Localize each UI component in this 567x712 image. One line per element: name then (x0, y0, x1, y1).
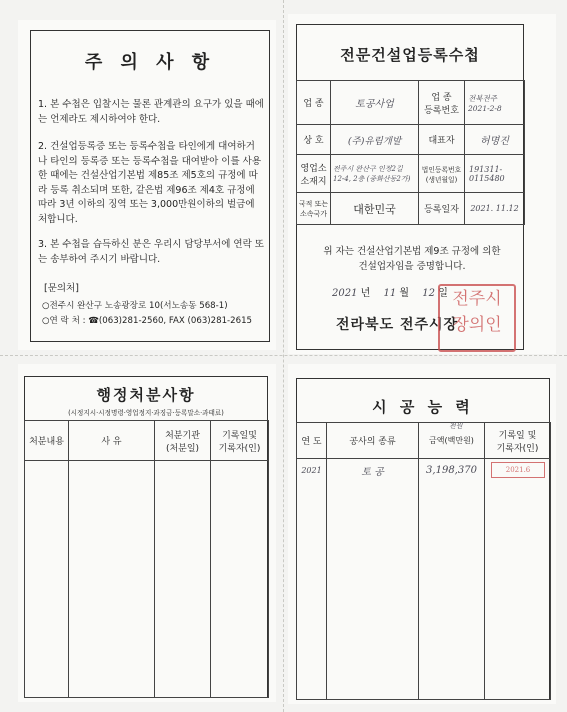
recorder-stamp: 2021.6 (491, 462, 545, 478)
city-official-seal: 전주시 장의인 (438, 284, 516, 352)
vertical-fold-line (283, 0, 284, 712)
row-type: 토 공 (327, 459, 419, 483)
issue-date-month-unit: 월 (399, 288, 410, 299)
construction-header-year: 연 도 (297, 423, 327, 459)
amount-unit-overwrite: 천원 (449, 422, 463, 430)
admin-title: 행정처분사항 (96, 386, 196, 404)
notice-item-1: 1. 본 수첩은 입찰시는 물론 관계관의 요구가 있을 때에는 언제라도 제시하여야 한다. (38, 99, 264, 125)
admin-table (24, 420, 269, 698)
company-label: 상 호 (297, 125, 331, 155)
issue-date-month: 11 (383, 288, 397, 299)
reg-no-label: 업 종 등록번호 (419, 81, 465, 125)
notice-item-2: 2. 건설업등록증 또는 등록수첩을 타인에게 대여하거나 타인의 등록증 또는 등록수첩을 대여받아 이를 사용한 때에는 건설산업기본법 제85조 제5호의 규정에 따라 등록 취소되며 또한, 같은법 제96조 제4호 규정에 따라 3년 이하의 징역 또는 3,000만원이하의 벌금에 처합니다. (38, 141, 262, 225)
representative-label: 대표자 (419, 125, 465, 155)
nationality-label: 국적 또는 소속국가 (297, 193, 331, 225)
issue-date-year-unit: 년 (360, 288, 371, 299)
reg-date-label: 등록일자 (419, 193, 465, 225)
admin-header-content: 처분내용 (25, 421, 69, 461)
issuer-name: 전라북도 전주시장 (336, 317, 459, 333)
issue-date-year: 2021 (332, 288, 358, 299)
reg-date-value: 2021. 11.12 (465, 193, 525, 225)
row-recorder (485, 459, 551, 483)
admin-header-recorder: 기록일및 기록자(인) (211, 421, 269, 461)
issue-date-day-unit: 일 (438, 288, 448, 299)
registration-table (296, 80, 525, 225)
notice-title: 주 의 사 항 (84, 52, 216, 73)
construction-title: 시 공 능 력 (372, 398, 474, 416)
construction-table (296, 422, 551, 700)
notice-item-3: 3. 본 수첩을 습득하신 분은 우리시 담당부서에 연락 또는 송부하여 주시기 바랍니다. (38, 239, 264, 265)
business-type-value: 토공사업 (331, 81, 419, 125)
office-value: 전주시 완산구 인정2길 12-4, 2층 (중화산동2가) (331, 155, 419, 193)
contact-address: ○전주시 완산구 노송광장로 10(서노송동 568-1) (42, 301, 228, 311)
corp-no-value: 191311- 0115480 (465, 155, 525, 193)
construction-header-type: 공사의 종류 (327, 423, 419, 459)
registration-statement: 위 자는 건설산업기본법 제9조 규정에 의한 건설업자임을 증명합니다. (323, 246, 501, 272)
nationality-value: 대한민국 (331, 193, 419, 225)
corp-no-label: 법인등록번호 (생년월일) (419, 155, 465, 193)
construction-empty-row (297, 483, 551, 700)
registration-page (288, 14, 556, 354)
construction-capacity-page (288, 364, 556, 704)
admin-header-reason: 사 유 (69, 421, 155, 461)
construction-row (297, 459, 551, 483)
registration-title: 전문건설업등록수첩 (340, 46, 480, 64)
construction-header-recorder: 기록일 및 기록자(인) (485, 423, 551, 459)
contact-title: [문의처] (44, 283, 79, 294)
row-amount: 3,198,370 (419, 459, 485, 483)
issue-date-day: 12 (422, 288, 436, 299)
reg-no-value: 전북전주 2021-2-8 (465, 81, 525, 125)
business-type-label: 업 종 (297, 81, 331, 125)
notice-page (18, 20, 276, 350)
admin-action-page (18, 364, 276, 702)
admin-header-agency: 처분기관 (처분일) (155, 421, 211, 461)
horizontal-fold-line (0, 355, 567, 356)
construction-header-amount (419, 423, 485, 459)
admin-subtitle: (시정지시·시정명령·영업정지·과징금·등록말소·과태료) (68, 409, 224, 417)
representative-value: 허명진 (465, 125, 525, 155)
amount-header-label: 금액(백만원) (429, 436, 474, 445)
contact-phone: ○연 락 처 : ☎(063)281-2560, FAX (063)281-2615 (42, 316, 253, 326)
admin-empty-row (25, 461, 269, 698)
office-label: 영업소 소재지 (297, 155, 331, 193)
company-value: (주)유림개발 (331, 125, 419, 155)
row-year: 2021 (297, 459, 327, 483)
